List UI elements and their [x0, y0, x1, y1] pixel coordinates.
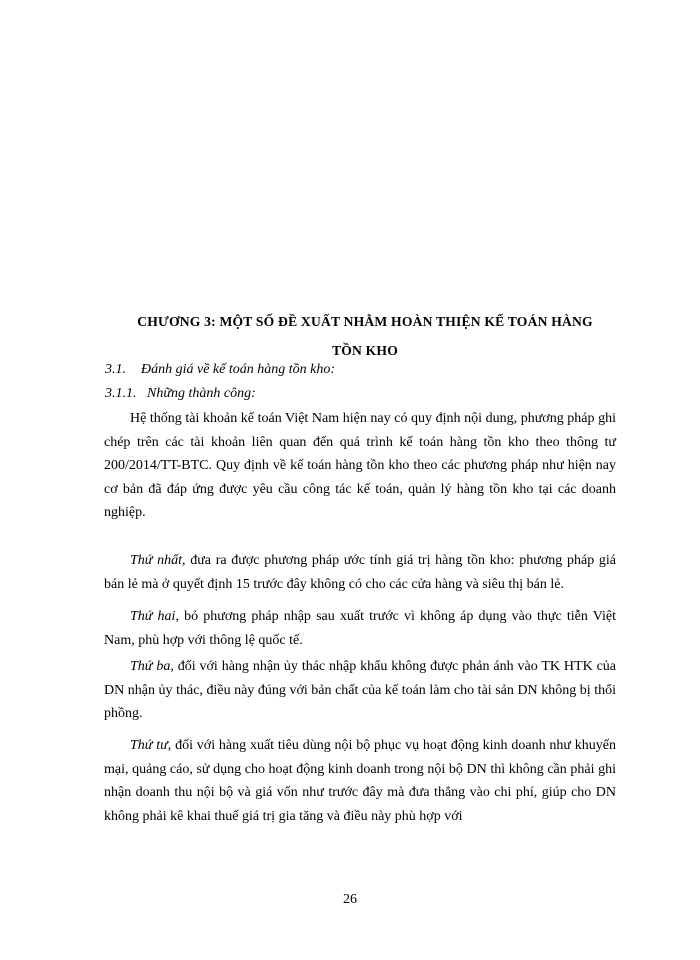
- paragraph-intro-text: Hệ thống tài khoản kế toán Việt Nam hiện nay có quy định nội dung, phương pháp ghi chép trên các tài khoản liên quan đến quá trình kế toán hàng tồn kho theo thông tư 200/2014/TT-BTC. Quy định về kế toán hàng tồn kho theo các phương pháp như hiện nay cơ bản đã đáp ứng được yêu cầu công tác kế toán, quản lý hàng tồn kho tại các doanh nghiệp.: [104, 411, 616, 520]
- section-number: 3.1.: [105, 362, 126, 377]
- paragraph-second-lead: Thứ hai: [130, 609, 176, 624]
- paragraph-second-text: , bỏ phương pháp nhập sau xuất trước vì không áp dụng vào thực tiễn Việt Nam, phù hợp với thông lệ quốc tế.: [104, 609, 617, 648]
- paragraph-third-text: , đối với hàng nhận ủy thác nhập khẩu không được phản ánh vào TK HTK của DN nhận ủy thác, điều này đúng với bản chất của kế toán làm cho tài sản DN không bị thổi phồng.: [104, 659, 617, 721]
- subsection-number: 3.1.1.: [105, 386, 137, 401]
- paragraph-second: [104, 605, 616, 652]
- chapter-title: [105, 307, 625, 365]
- paragraph-intro: [104, 407, 616, 525]
- paragraph-third-lead: Thứ ba: [130, 659, 171, 674]
- section-title: Đánh giá về kế toán hàng tồn kho:: [141, 362, 336, 377]
- paragraph-third: [104, 655, 616, 726]
- section-heading: [105, 362, 335, 378]
- subsection-title: Những thành công:: [147, 386, 256, 401]
- paragraph-fourth: [104, 734, 616, 828]
- paragraph-fourth-text: , đối với hàng xuất tiêu dùng nội bộ phục vụ hoạt động kinh doanh như khuyến mại, quảng cáo, sử dụng cho hoạt động kinh doanh trong nội bộ DN thì không cần phải ghi nhận doanh thu nội bộ và giá vốn như trước đây mà đưa thẳng vào chi phí, giúp cho DN không phải kê khai thuế giá trị gia tăng và điều này phù hợp với: [104, 738, 617, 824]
- chapter-title-line-2: TỒN KHO: [332, 343, 398, 358]
- paragraph-first: [104, 549, 616, 596]
- paragraph-fourth-lead: Thứ tư: [130, 738, 168, 753]
- paragraph-first-text: , đưa ra được phương pháp ước tính giá trị hàng tồn kho: phương pháp giá bán lẻ mà ở quyết định 15 trước đây không có cho các cửa hàng và siêu thị bán lẻ.: [104, 553, 616, 592]
- page-number: 26: [343, 892, 357, 907]
- subsection-heading: [105, 386, 256, 402]
- paragraph-first-lead: Thứ nhất: [130, 553, 183, 568]
- chapter-title-line-1: CHƯƠNG 3: MỘT SỐ ĐỀ XUẤT NHẰM HOÀN THIỆN KẾ TOÁN HÀNG: [137, 314, 593, 329]
